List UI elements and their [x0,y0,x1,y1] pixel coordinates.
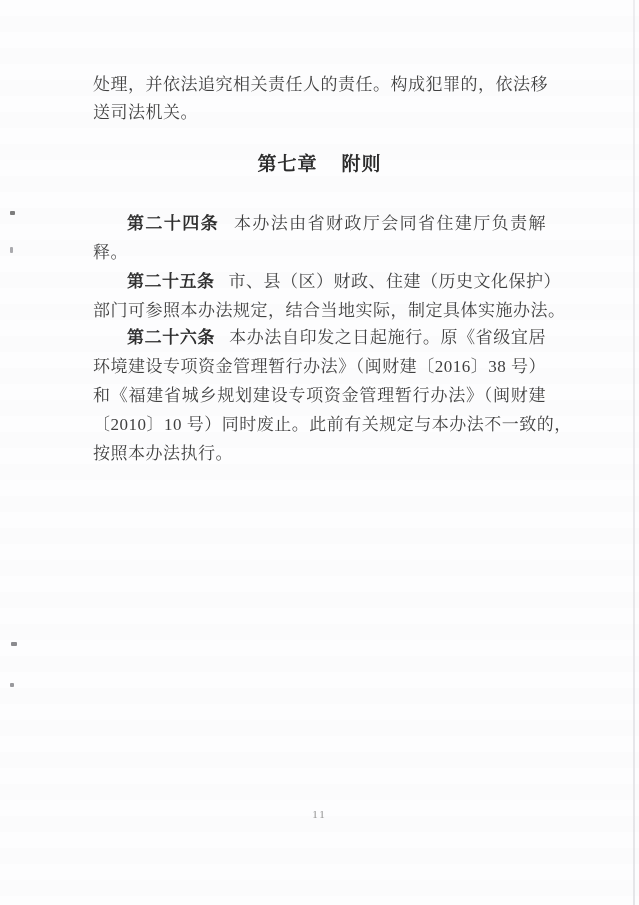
text-line: 处理，并依法追究相关责任人的责任。构成犯罪的，依法移 [93,75,548,94]
text-line [93,323,546,352]
article-number: 第二十四条 [127,214,220,233]
article-26 [93,323,572,468]
page-number: 11 [312,809,327,821]
article-text: 本办法由省财政厅会同省住建厅负责解 [233,214,547,233]
chapter-title: 附则 [341,154,382,175]
article-25 [93,267,566,325]
article-text: 市、县（区）财政、住建（历史文化保护） [228,272,561,291]
scan-speck [10,683,14,687]
text-line: 释。 [93,243,128,262]
chapter-number: 第七章 [257,154,318,175]
chapter-heading [93,151,546,179]
text-line [93,267,561,296]
text-line: 环境建设专项资金管理暂行办法》（闽财建〔2016〕38 号） [93,357,546,376]
article-number: 第二十六条 [127,328,216,347]
scan-speck [11,642,17,646]
text-line: 和《福建省城乡规划建设专项资金管理暂行办法》（闽财建 [93,386,546,405]
paragraph-continuation [93,71,546,127]
article-text: 本办法自印发之日起施行。原《省级宜居 [229,328,547,347]
text-line: 〔2010〕10 号）同时废止。此前有关规定与本办法不一致的， [93,415,572,434]
scan-speck [10,247,13,253]
text-line [93,209,546,238]
text-line: 按照本办法执行。 [93,444,233,463]
text-line: 部门可参照本办法规定，结合当地实际，制定具体实施办法。 [93,301,566,320]
scan-edge-line [633,0,635,905]
article-24 [93,209,546,267]
article-number: 第二十五条 [127,272,215,291]
text-line: 送司法机关。 [93,103,198,122]
scan-speck [10,211,15,215]
